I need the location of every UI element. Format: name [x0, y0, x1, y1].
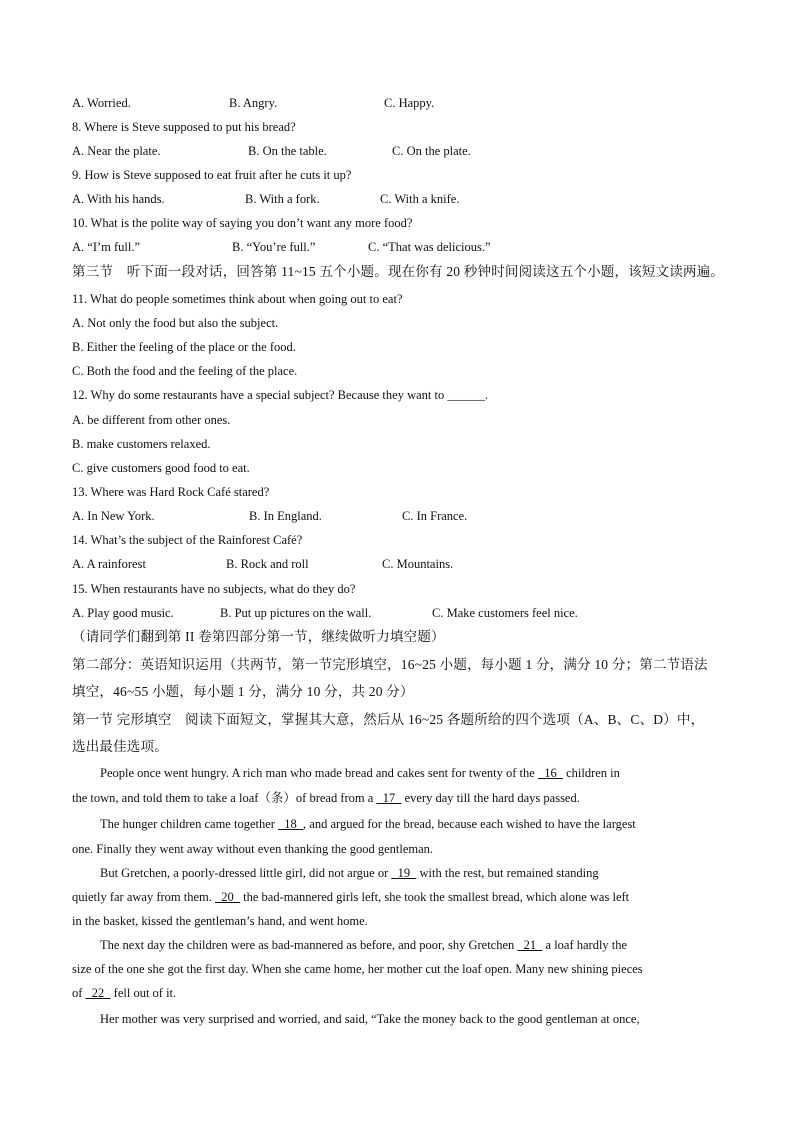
passage-text: People once went hungry. A rich man who made bread and cakes sent for twenty of the — [100, 766, 538, 780]
q10-option-c[interactable]: C. “That was delicious.” — [368, 240, 491, 254]
q13-option-c[interactable]: C. In France. — [402, 509, 468, 523]
q7-option-c[interactable]: C. Happy. — [384, 96, 435, 110]
passage-line — [100, 815, 722, 833]
q9-option-c[interactable]: C. With a knife. — [380, 192, 460, 206]
passage-text: children in — [562, 766, 620, 780]
q11-option-c[interactable]: C. Both the food and the feeling of the place. — [72, 364, 298, 378]
passage-text: of — [72, 986, 86, 1000]
q14-stem: 14. What’s the subject of the Rainforest Café? — [72, 533, 303, 547]
q10-stem: 10. What is the polite way of saying you don’t want any more food? — [72, 216, 413, 230]
blank-20[interactable]: 20 — [215, 890, 241, 904]
passage-text: fell out of it. — [110, 986, 177, 1000]
turn-page-note: （请同学们翻到第 II 卷第四部分第一节，继续做听力填空题） — [72, 629, 445, 644]
q15-option-a[interactable]: A. Play good music. — [72, 606, 174, 620]
passage-text: the bad-mannered girls left, she took the smallest bread, which alone was left — [240, 890, 630, 904]
passage-line — [100, 764, 722, 782]
q12-option-a[interactable]: A. be different from other ones. — [72, 413, 231, 427]
blank-19[interactable]: 19 — [391, 866, 417, 880]
blank-18[interactable]: 18 — [278, 817, 304, 831]
q12-stem: 12. Why do some restaurants have a special subject? Because they want to ______. — [72, 388, 488, 402]
passage-text: the town, and told them to take a loaf（条）of bread from a — [72, 791, 377, 805]
blank-16[interactable]: 16 — [537, 766, 563, 780]
q10-option-a[interactable]: A. “I’m full.” — [72, 240, 141, 254]
q15-stem: 15. When restaurants have no subjects, what do they do? — [72, 582, 356, 596]
q7-option-a[interactable]: A. Worried. — [72, 96, 131, 110]
q9-stem: 9. How is Steve supposed to eat fruit after he cuts it up? — [72, 168, 352, 182]
q14-option-a[interactable]: A. A rainforest — [72, 557, 146, 571]
q8-option-b[interactable]: B. On the table. — [248, 144, 327, 158]
cloze-heading-line2: 选出最佳选项。 — [72, 739, 168, 754]
passage-line — [100, 936, 722, 954]
passage-text: The next day the children were as bad-mannered as before, and poor, shy Gretchen — [100, 938, 518, 952]
q13-option-a[interactable]: A. In New York. — [72, 509, 155, 523]
passage-text: a loaf hardly the — [542, 938, 628, 952]
passage-line — [72, 984, 722, 1002]
q13-option-b[interactable]: B. In England. — [249, 509, 322, 523]
section3-heading: 第三节 听下面一段对话，回答第 11~15 五个小题。现在你有 20 秒钟时间阅读这五个小题，该短文读两遍。 — [72, 264, 725, 279]
passage-line — [72, 888, 722, 906]
q15-option-c[interactable]: C. Make customers feel nice. — [432, 606, 578, 620]
passage-text: The hunger children came together — [100, 817, 279, 831]
q8-stem: 8. Where is Steve supposed to put his bread? — [72, 120, 296, 134]
passage-line — [100, 864, 722, 882]
passage-text: with the rest, but remained standing — [416, 866, 599, 880]
passage-line: one. Finally they went away without even thanking the good gentleman. — [72, 842, 434, 856]
q10-option-b[interactable]: B. “You’re full.” — [232, 240, 316, 254]
q13-stem: 13. Where was Hard Rock Café stared? — [72, 485, 270, 499]
blank-17[interactable]: 17 — [376, 791, 402, 805]
q11-option-a[interactable]: A. Not only the food but also the subject. — [72, 316, 279, 330]
blank-22[interactable]: 22 — [85, 986, 111, 1000]
q14-option-c[interactable]: C. Mountains. — [382, 557, 454, 571]
passage-text: , and argued for the bread, because each wished to have the largest — [303, 817, 636, 831]
q11-stem: 11. What do people sometimes think about when going out to eat? — [72, 292, 403, 306]
q8-option-c[interactable]: C. On the plate. — [392, 144, 471, 158]
q11-option-b[interactable]: B. Either the feeling of the place or the food. — [72, 340, 296, 354]
part2-heading-line2: 填空，46~55 小题，每小题 1 分，满分 10 分，共 20 分） — [72, 684, 414, 699]
q8-option-a[interactable]: A. Near the plate. — [72, 144, 161, 158]
q9-option-a[interactable]: A. With his hands. — [72, 192, 165, 206]
passage-text: quietly far away from them. — [72, 890, 216, 904]
passage-line: in the basket, kissed the gentleman’s hand, and went home. — [72, 914, 368, 928]
q9-option-b[interactable]: B. With a fork. — [245, 192, 320, 206]
passage-line — [72, 789, 722, 807]
cloze-heading-line1: 第一节 完形填空 阅读下面短文，掌握其大意，然后从 16~25 各题所给的四个选项（A、B、C、D）中， — [72, 712, 705, 727]
q14-option-b[interactable]: B. Rock and roll — [226, 557, 309, 571]
q7-option-b[interactable]: B. Angry. — [229, 96, 278, 110]
q15-option-b[interactable]: B. Put up pictures on the wall. — [220, 606, 372, 620]
passage-line: Her mother was very surprised and worried, and said, “Take the money back to the good gentleman at once, — [100, 1012, 640, 1026]
passage-text: But Gretchen, a poorly-dressed little girl, did not argue or — [100, 866, 392, 880]
q12-option-b[interactable]: B. make customers relaxed. — [72, 437, 211, 451]
passage-line: size of the one she got the first day. When she came home, her mother cut the loaf open. Many new shining pieces — [72, 962, 643, 976]
q12-option-c[interactable]: C. give customers good food to eat. — [72, 461, 250, 475]
blank-21[interactable]: 21 — [517, 938, 543, 952]
passage-text: every day till the hard days passed. — [401, 791, 580, 805]
part2-heading-line1: 第二部分：英语知识运用（共两节，第一节完形填空，16~25 小题，每小题 1 分，满分 10 分；第二节语法 — [72, 657, 708, 672]
